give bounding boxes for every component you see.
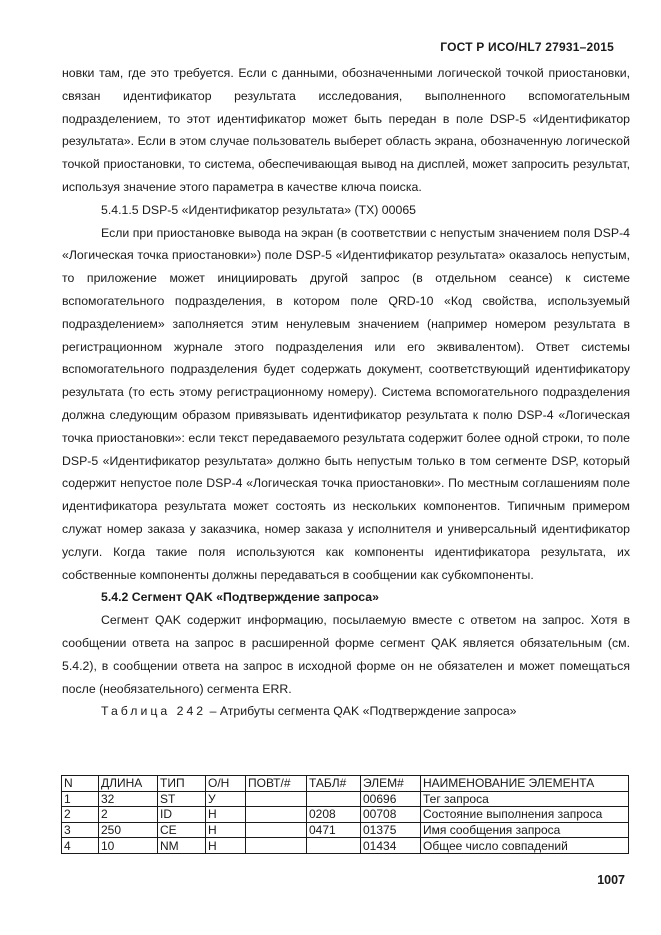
table-cell (246, 791, 307, 807)
table-cell: 250 (99, 822, 158, 838)
table-cell: ID (158, 807, 206, 823)
table-cell: CE (158, 822, 206, 838)
table-caption-label: Таблица 242 (101, 704, 207, 719)
table-row (62, 807, 629, 823)
table-cell: NM (158, 838, 206, 854)
column-header: ТИП (158, 776, 206, 792)
table-row (62, 791, 629, 807)
column-header: N (62, 776, 99, 792)
table-cell: 10 (99, 838, 158, 854)
paragraph-continuation: новки там, где это требуется. Если с данными, обозначенными логической точкой приостановки, связан идентификатор результата исследования, выполненного вспомогательным подразделением, то этот идентификатор может быть передан в поле DSP-5 «Идентификатор результата». Если в этом случае пользователь выберет область экрана, обозначенную логической точкой приостановки, то система, обеспечивающая вывод на дисплей, может запросить результат, используя значение этого параметра в качестве ключа поиска. (62, 66, 630, 194)
table-cell: 00708 (361, 807, 421, 823)
table-cell: 32 (99, 791, 158, 807)
table-cell: 4 (62, 838, 99, 854)
table-cell: 2 (62, 807, 99, 823)
section-heading-5-4-2: 5.4.2 Сегмент QAK «Подтверждение запроса» (101, 590, 379, 605)
paragraph-qak: Сегмент QAK содержит информацию, посылаемую вместе с ответом на запрос. Хотя в сообщении ответа на запрос в расширенной форме сегмент QAK является обязательным (см. 5.4.2), в сообщении ответа на запрос в исходной форме он не обязателен и может помещаться после (необязательного) сегмента ERR. (62, 613, 630, 696)
table-cell: У (206, 791, 246, 807)
column-header: ПОВТ/# (246, 776, 307, 792)
table-cell (307, 791, 361, 807)
table-caption (62, 700, 630, 723)
table-cell: Н (206, 838, 246, 854)
table-caption-text: – Атрибуты сегмента QAK «Подтверждение запроса» (206, 704, 517, 719)
table-cell: 01434 (361, 838, 421, 854)
table-cell: ST (158, 791, 206, 807)
document-header: ГОСТ Р ИСО/HL7 27931–2015 (440, 40, 614, 54)
column-header: ЭЛЕМ# (361, 776, 421, 792)
table-cell: 1 (62, 791, 99, 807)
column-header: ДЛИНА (99, 776, 158, 792)
table-cell (246, 807, 307, 823)
column-header: О/Н (206, 776, 246, 792)
table-cell: Общее число совпадений (421, 838, 629, 854)
page-number: 1007 (597, 873, 625, 887)
table-cell: Тег запроса (421, 791, 629, 807)
column-header: НАИМЕНОВАНИЕ ЭЛЕМЕНТА (421, 776, 629, 792)
table-cell: 2 (99, 807, 158, 823)
table-cell (307, 838, 361, 854)
table-row (62, 822, 629, 838)
table-cell: 0208 (307, 807, 361, 823)
body-text (62, 62, 630, 723)
table-cell: Н (206, 807, 246, 823)
table-cell (246, 822, 307, 838)
table-cell: Н (206, 822, 246, 838)
paragraph-dsp5: Если при приостановке вывода на экран (в соответствии с непустым значением поля DSP-4 «Логическая точка приостановки») поле DSP-5 «Идентификатор результата» оказалось непустым, то приложение может инициировать другой запрос (в отдельном сеансе) к системе вспомогательного подразделения, в котором поле QRD-10 «Код свойства, используемый подразделением» заполняется этим ненулевым значением (например номером результата в регистрационном журнале этого подразделения или его эквивалентом). Ответ системы вспомогательного подразделения будет содержать документ, соответствующий идентификатору результата (то есть этому регистрационному номеру). Система вспомогательного подразделения должна следующим образом привязывать идентификатор результата к полю DSP-4 «Логическая точка приостановки»: если текст передаваемого результата содержит более одной строки, то поле DSP-5 «Идентификатор результата» должно быть непустым только в том сегменте DSP, который содержит непустое поле DSP-4 «Логическая точка приостановки». По местным соглашениям поле идентификатора результата может состоять из нескольких компонентов. Типичным примером служат номер заказа у заказчика, номер заказа у исполнителя и универсальный идентификатор услуги. Когда такие поля используются как компоненты идентификатора результата, их собственные компоненты должны передаваться в сообщении как субкомпоненты. (62, 225, 630, 582)
table-cell: 3 (62, 822, 99, 838)
section-heading-5-4-1-5: 5.4.1.5 DSP-5 «Идентификатор результата» (TX) 00065 (101, 202, 417, 217)
table-cell: 0471 (307, 822, 361, 838)
column-header: ТАБЛ# (307, 776, 361, 792)
table-cell: Состояние выполнения запроса (421, 807, 629, 823)
qak-attributes-table (61, 775, 629, 854)
table-cell: Имя сообщения запроса (421, 822, 629, 838)
table-cell: 00696 (361, 791, 421, 807)
table-cell: 01375 (361, 822, 421, 838)
table-cell (246, 838, 307, 854)
table-row (62, 838, 629, 854)
table-header-row (62, 776, 629, 792)
